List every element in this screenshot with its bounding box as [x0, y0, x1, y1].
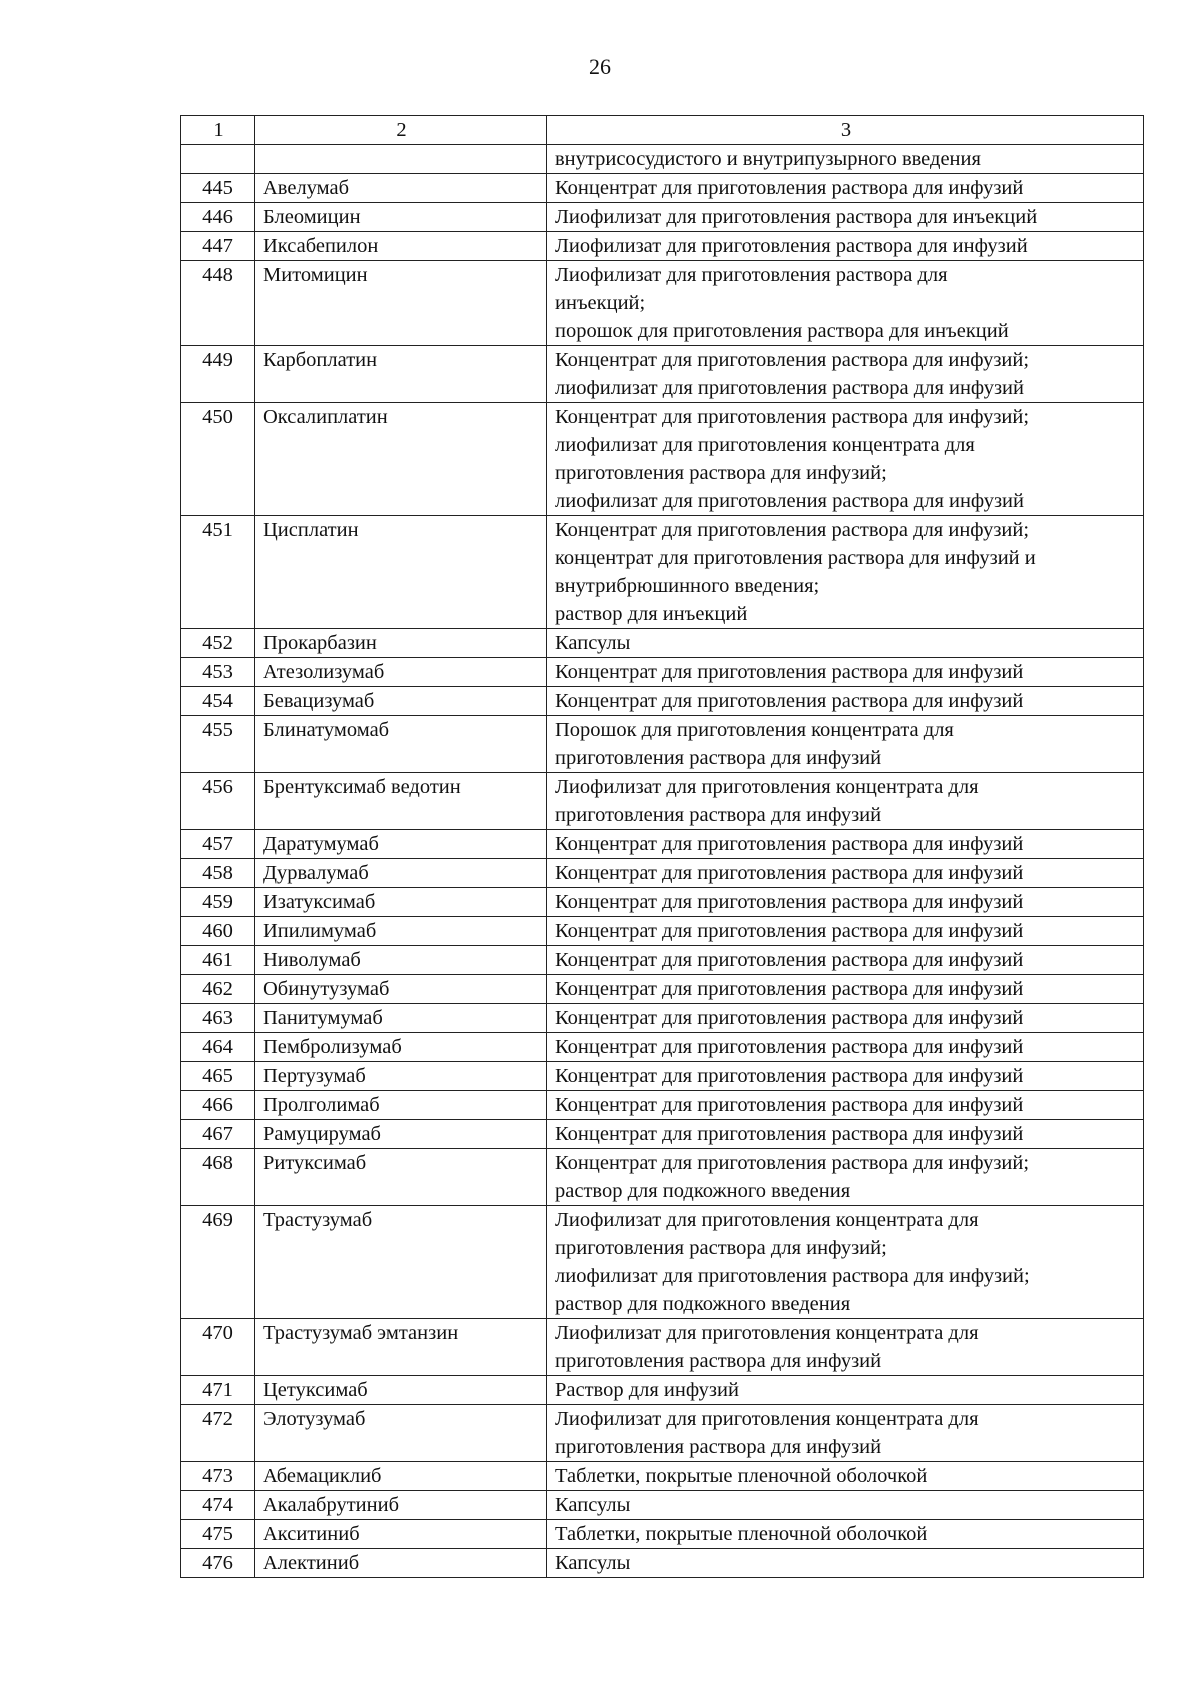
table-row — [181, 946, 1144, 975]
table-header-row — [181, 116, 1144, 145]
row-number: 452 — [181, 629, 255, 658]
dosage-form: Концентрат для приготовления раствора для инфузий — [547, 917, 1144, 946]
table-row — [181, 1376, 1144, 1405]
row-number: 459 — [181, 888, 255, 917]
dosage-form: Лиофилизат для приготовления раствора для инъекций — [547, 203, 1144, 232]
drug-name: Иксабепилон — [255, 232, 547, 261]
table-row — [181, 716, 1144, 773]
row-number: 467 — [181, 1120, 255, 1149]
row-number: 474 — [181, 1491, 255, 1520]
dosage-form: Концентрат для приготовления раствора для инфузий — [547, 658, 1144, 687]
row-number: 468 — [181, 1149, 255, 1206]
drug-name: Ниволумаб — [255, 946, 547, 975]
drug-name: Даратумумаб — [255, 830, 547, 859]
dosage-form: Концентрат для приготовления раствора для инфузий — [547, 1120, 1144, 1149]
drug-name: Карбоплатин — [255, 346, 547, 403]
drug-name: Атезолизумаб — [255, 658, 547, 687]
dosage-form: Лиофилизат для приготовления концентрата для приготовления раствора для инфузий — [547, 773, 1144, 830]
row-number: 451 — [181, 516, 255, 629]
column-header-3: 3 — [547, 116, 1144, 145]
table-row — [181, 1120, 1144, 1149]
dosage-form: Таблетки, покрытые пленочной оболочкой — [547, 1520, 1144, 1549]
row-number: 461 — [181, 946, 255, 975]
row-number: 448 — [181, 261, 255, 346]
column-header-1: 1 — [181, 116, 255, 145]
table-row — [181, 1520, 1144, 1549]
table-row — [181, 1206, 1144, 1319]
dosage-form: Концентрат для приготовления раствора для инфузий — [547, 174, 1144, 203]
row-number: 471 — [181, 1376, 255, 1405]
dosage-form: Лиофилизат для приготовления концентрата для приготовления раствора для инфузий; лиофилизат для приготовления раствора для инфузий; раствор для подкожного введения — [547, 1206, 1144, 1319]
dosage-form: Лиофилизат для приготовления раствора для инфузий — [547, 232, 1144, 261]
row-number: 450 — [181, 403, 255, 516]
dosage-form: Концентрат для приготовления раствора для инфузий — [547, 888, 1144, 917]
table-row — [181, 629, 1144, 658]
table-row — [181, 859, 1144, 888]
row-number: 458 — [181, 859, 255, 888]
drug-name: Трастузумаб эмтанзин — [255, 1319, 547, 1376]
drug-name: Панитумумаб — [255, 1004, 547, 1033]
table-row — [181, 888, 1144, 917]
dosage-form: Таблетки, покрытые пленочной оболочкой — [547, 1462, 1144, 1491]
drug-table — [180, 115, 1144, 1578]
drug-name: Цетуксимаб — [255, 1376, 547, 1405]
dosage-form: Концентрат для приготовления раствора для инфузий — [547, 687, 1144, 716]
row-number: 473 — [181, 1462, 255, 1491]
drug-name: Трастузумаб — [255, 1206, 547, 1319]
dosage-form: Концентрат для приготовления раствора для инфузий; раствор для подкожного введения — [547, 1149, 1144, 1206]
table-row — [181, 1033, 1144, 1062]
row-number: 456 — [181, 773, 255, 830]
table-row — [181, 174, 1144, 203]
drug-name: Прокарбазин — [255, 629, 547, 658]
row-number: 462 — [181, 975, 255, 1004]
table-row — [181, 917, 1144, 946]
drug-name: Пролголимаб — [255, 1091, 547, 1120]
drug-name: Пембролизумаб — [255, 1033, 547, 1062]
dosage-form: Концентрат для приготовления раствора для инфузий — [547, 1033, 1144, 1062]
drug-name: Акалабрутиниб — [255, 1491, 547, 1520]
row-number: 457 — [181, 830, 255, 859]
page-number: 26 — [589, 54, 611, 79]
row-number: 453 — [181, 658, 255, 687]
row-number — [181, 145, 255, 174]
row-number: 445 — [181, 174, 255, 203]
drug-name: Авелумаб — [255, 174, 547, 203]
drug-name: Элотузумаб — [255, 1405, 547, 1462]
table-row — [181, 261, 1144, 346]
dosage-form: Концентрат для приготовления раствора для инфузий — [547, 830, 1144, 859]
table-row — [181, 687, 1144, 716]
row-number: 460 — [181, 917, 255, 946]
dosage-form: Капсулы — [547, 629, 1144, 658]
drug-name: Блеомицин — [255, 203, 547, 232]
table-body — [181, 116, 1144, 1578]
row-number: 465 — [181, 1062, 255, 1091]
dosage-form: Порошок для приготовления концентрата для приготовления раствора для инфузий — [547, 716, 1144, 773]
dosage-form: Концентрат для приготовления раствора для инфузий — [547, 1062, 1144, 1091]
row-number: 454 — [181, 687, 255, 716]
table-row — [181, 1405, 1144, 1462]
table-row — [181, 403, 1144, 516]
row-number: 449 — [181, 346, 255, 403]
row-number: 472 — [181, 1405, 255, 1462]
dosage-form: Лиофилизат для приготовления концентрата для приготовления раствора для инфузий — [547, 1319, 1144, 1376]
dosage-form: Капсулы — [547, 1491, 1144, 1520]
table-row — [181, 1091, 1144, 1120]
drug-name: Цисплатин — [255, 516, 547, 629]
drug-name: Абемациклиб — [255, 1462, 547, 1491]
row-number: 464 — [181, 1033, 255, 1062]
drug-name: Брентуксимаб ведотин — [255, 773, 547, 830]
table-row — [181, 203, 1144, 232]
table-row — [181, 232, 1144, 261]
dosage-form: Концентрат для приготовления раствора для инфузий — [547, 975, 1144, 1004]
table-row — [181, 1062, 1144, 1091]
drug-name: Оксалиплатин — [255, 403, 547, 516]
row-number: 455 — [181, 716, 255, 773]
table-row — [181, 773, 1144, 830]
table-row — [181, 830, 1144, 859]
row-number: 470 — [181, 1319, 255, 1376]
column-header-2: 2 — [255, 116, 547, 145]
row-number: 476 — [181, 1549, 255, 1578]
dosage-form: Концентрат для приготовления раствора для инфузий — [547, 1004, 1144, 1033]
table-row — [181, 975, 1144, 1004]
table-row — [181, 346, 1144, 403]
drug-name: Изатуксимаб — [255, 888, 547, 917]
table-row — [181, 516, 1144, 629]
row-number: 466 — [181, 1091, 255, 1120]
dosage-form: внутрисосудистого и внутрипузырного введения — [547, 145, 1144, 174]
dosage-form: Капсулы — [547, 1549, 1144, 1578]
dosage-form: Концентрат для приготовления раствора для инфузий — [547, 859, 1144, 888]
dosage-form: Раствор для инфузий — [547, 1376, 1144, 1405]
table-row — [181, 145, 1144, 174]
drug-name — [255, 145, 547, 174]
drug-name: Пертузумаб — [255, 1062, 547, 1091]
table-row — [181, 1149, 1144, 1206]
dosage-form: Концентрат для приготовления раствора для инфузий; концентрат для приготовления раствора для инфузий и внутрибрюшинного введения; раствор для инъекций — [547, 516, 1144, 629]
drug-name: Митомицин — [255, 261, 547, 346]
dosage-form: Лиофилизат для приготовления концентрата для приготовления раствора для инфузий — [547, 1405, 1144, 1462]
drug-name: Рамуцирумаб — [255, 1120, 547, 1149]
dosage-form: Концентрат для приготовления раствора для инфузий; лиофилизат для приготовления раствора для инфузий — [547, 346, 1144, 403]
drug-name: Обинутузумаб — [255, 975, 547, 1004]
drug-name: Дурвалумаб — [255, 859, 547, 888]
dosage-form: Концентрат для приготовления раствора для инфузий; лиофилизат для приготовления концентрата для приготовления раствора для инфузий; лиофилизат для приготовления раствора для инфузий — [547, 403, 1144, 516]
drug-name: Ритуксимаб — [255, 1149, 547, 1206]
row-number: 469 — [181, 1206, 255, 1319]
drug-name: Алектиниб — [255, 1549, 547, 1578]
table-row — [181, 658, 1144, 687]
table-row — [181, 1491, 1144, 1520]
drug-name: Блинатумомаб — [255, 716, 547, 773]
dosage-form: Концентрат для приготовления раствора для инфузий — [547, 1091, 1144, 1120]
drug-name: Ипилимумаб — [255, 917, 547, 946]
table-row — [181, 1319, 1144, 1376]
row-number: 446 — [181, 203, 255, 232]
table-row — [181, 1462, 1144, 1491]
row-number: 475 — [181, 1520, 255, 1549]
drug-name: Акситиниб — [255, 1520, 547, 1549]
table-row — [181, 1549, 1144, 1578]
row-number: 463 — [181, 1004, 255, 1033]
dosage-form: Концентрат для приготовления раствора для инфузий — [547, 946, 1144, 975]
row-number: 447 — [181, 232, 255, 261]
dosage-form: Лиофилизат для приготовления раствора для инъекций; порошок для приготовления раствора для инъекций — [547, 261, 1144, 346]
table-row — [181, 1004, 1144, 1033]
drug-name: Бевацизумаб — [255, 687, 547, 716]
